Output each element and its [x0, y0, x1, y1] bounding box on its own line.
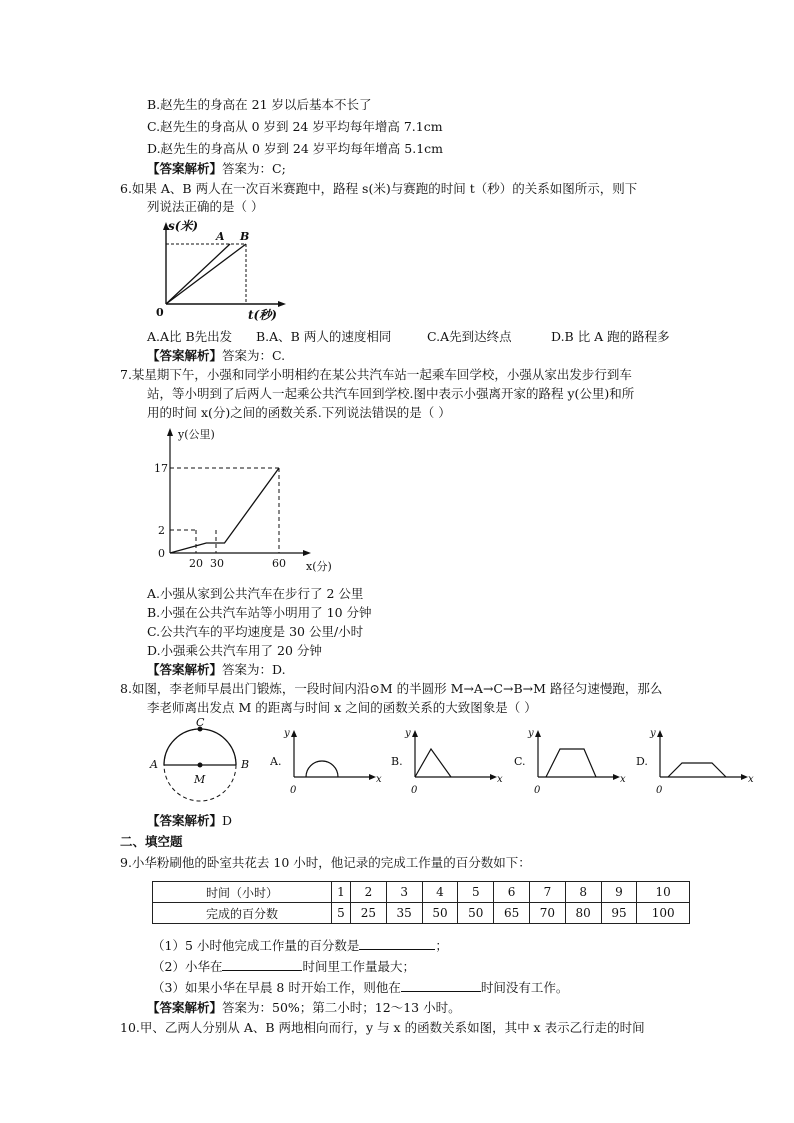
- answer-blank[interactable]: [222, 958, 302, 971]
- q7-option-c: C.公共汽车的平均速度是 30 公里/小时: [147, 624, 364, 639]
- x-arrow: [741, 774, 748, 780]
- table-cell: 10: [637, 882, 690, 903]
- table-cell: 50: [458, 903, 494, 924]
- answer-label: 【答案解析】: [147, 161, 223, 176]
- y-arrow: [535, 730, 541, 737]
- y-arrow: [657, 730, 663, 737]
- axis-x-label: x: [376, 774, 382, 785]
- table-cell: 100: [637, 903, 690, 924]
- answer-label: 【答案解析】: [147, 1000, 223, 1015]
- table-cell: 1: [332, 882, 351, 903]
- q9-sub3: [152, 979, 568, 997]
- table-cell: 5: [458, 882, 494, 903]
- answer-blank[interactable]: [401, 979, 481, 992]
- q8-circle-figure: [145, 714, 250, 810]
- q8-option-b-letter: B.: [391, 755, 403, 768]
- table-cell: 5: [332, 903, 351, 924]
- q6-line-a: [166, 244, 230, 304]
- axis-x-label: x: [620, 774, 626, 785]
- curve: [546, 749, 596, 777]
- answer-text: 答案为：C.: [222, 348, 286, 363]
- q6-x-label: t(秒): [248, 308, 277, 322]
- q9-sub2: [152, 958, 415, 976]
- q6-graph: [150, 218, 290, 326]
- q9-answer: [147, 999, 461, 1017]
- section-heading: 二、填空题: [120, 834, 183, 849]
- q6-origin: 0: [156, 306, 164, 319]
- q6-stem-line2: 列说法正确的是（ ）: [147, 199, 264, 214]
- table-header-percent: 完成的百分数: [153, 903, 332, 924]
- origin-label: 0: [411, 785, 418, 796]
- q9-sub1: [152, 937, 448, 955]
- answer-text: 答案为：D.: [222, 662, 286, 677]
- sub3-end: 时间没有工作。: [480, 980, 569, 995]
- q7-origin: 0: [158, 547, 165, 560]
- y-arrow: [412, 730, 418, 737]
- origin-label: 0: [290, 785, 297, 796]
- q8-option-c-letter: C.: [514, 755, 526, 768]
- table-cell: 7: [529, 882, 565, 903]
- q8-option-a-letter: A.: [270, 755, 282, 768]
- q6-label-a: A: [216, 230, 225, 243]
- q7-x-label: x(分): [306, 560, 332, 573]
- q7-y-arrow: [167, 428, 173, 436]
- q6-option-a: A.A比 B先出发: [147, 329, 233, 344]
- q7-ytick-2: 2: [158, 524, 165, 537]
- answer-label: 【答案解析】: [147, 348, 223, 363]
- q6-x-arrow: [278, 301, 286, 307]
- table-row: [153, 903, 690, 924]
- x-arrow: [369, 774, 376, 780]
- table-cell: 70: [529, 903, 565, 924]
- table-cell: 2: [351, 882, 387, 903]
- q7-y-label: y(公里): [178, 428, 215, 441]
- table-cell: 65: [494, 903, 530, 924]
- q10-stem: 10.甲、乙两人分别从 A、B 两地相向而行，y 与 x 的函数关系如图，其中 x 表示乙行走的时间: [120, 1020, 645, 1035]
- answer-text: 答案为：C;: [222, 161, 286, 176]
- table-cell: 95: [601, 903, 637, 924]
- table-cell: 80: [565, 903, 601, 924]
- q7-stem-line3: 用的时间 x(分)之间的函数关系.下列说法错误的是（ ）: [147, 405, 451, 420]
- q9-stem: 9.小华粉刷他的卧室共花去 10 小时，他记录的完成工作量的百分数如下：: [120, 855, 531, 870]
- q7-graph: [148, 424, 368, 576]
- x-arrow: [490, 774, 497, 780]
- q8-option-c-graph: [514, 727, 629, 797]
- q5-option-d: D.赵先生的身高从 0 岁到 24 岁平均每年增高 5.1cm: [147, 141, 444, 156]
- table-cell: 35: [386, 903, 422, 924]
- q7-function-line: [170, 468, 279, 553]
- q8-stem-line2: 李老师离出发点 M 的距离与时间 x 之间的函数关系的大致图象是（ ）: [147, 700, 537, 715]
- axis-x-label: x: [748, 774, 754, 785]
- curve: [668, 763, 726, 777]
- q7-option-d: D.小强乘公共汽车用了 20 分钟: [147, 643, 322, 658]
- q8-stem-line1: 8.如图，李老师早晨出门锻炼，一段时间内沿⊙M 的半圆形 M→A→C→B→M 路径匀速慢跑，那么: [120, 681, 663, 696]
- q6-stem-line1: 6.如果 A、B 两人在一次百米赛跑中，路程 s(米)与赛跑的时间 t（秒）的关系如图所示，则下: [120, 181, 638, 196]
- q7-answer: [147, 661, 286, 679]
- q6-label-b: B: [240, 230, 250, 243]
- sub2-end: 时间里工作量最大；: [302, 959, 415, 974]
- q6-y-label: s(米): [168, 219, 199, 233]
- table-cell: 9: [601, 882, 637, 903]
- table-header-hours: 时间（小时）: [153, 882, 332, 903]
- q7-option-b: B.小强在公共汽车站等小明用了 10 分钟: [147, 605, 372, 620]
- curve: [306, 761, 338, 777]
- q8-point-m: [198, 763, 203, 768]
- q6-option-c: C.A先到达终点: [427, 329, 512, 344]
- q5-option-b: B.赵先生的身高在 21 岁以后基本不长了: [147, 97, 372, 112]
- axis-x-label: x: [497, 774, 503, 785]
- x-arrow: [613, 774, 620, 780]
- q7-stem-line1: 7.某星期下午，小强和同学小明相约在某公共汽车站一起乘车回学校，小强从家出发步行到车: [120, 367, 632, 382]
- table-cell: 8: [565, 882, 601, 903]
- q8-answer: [147, 812, 232, 830]
- q6-line-b: [166, 244, 246, 304]
- table-row: [153, 882, 690, 903]
- q8-label-a: A: [150, 758, 158, 771]
- table-cell: 25: [351, 903, 387, 924]
- q7-option-a: A.小强从家到公共汽车在步行了 2 公里: [147, 586, 364, 601]
- q5-answer: [147, 160, 286, 178]
- q8-label-c: C: [196, 716, 205, 729]
- q8-option-d-letter: D.: [636, 755, 648, 768]
- q5-option-c: C.赵先生的身高从 0 岁到 24 岁平均每年增高 7.1cm: [147, 119, 443, 134]
- answer-text: 答案为：50%；第二小时；12～13 小时。: [222, 1000, 461, 1015]
- sub2-text: （2）小华在: [152, 959, 223, 974]
- q7-x-arrow: [303, 550, 311, 556]
- answer-label: 【答案解析】: [147, 662, 223, 677]
- origin-label: 0: [656, 785, 663, 796]
- axis-y-label: y: [528, 728, 534, 739]
- q7-xtick-60: 60: [272, 557, 286, 570]
- axis-y-label: y: [284, 728, 290, 739]
- axis-y-label: y: [405, 728, 411, 739]
- q6-option-b: B.A、B 两人的速度相同: [256, 329, 392, 344]
- y-arrow: [291, 730, 297, 737]
- q6-option-d: D.B 比 A 跑的路程多: [551, 329, 670, 344]
- table-cell: 4: [422, 882, 458, 903]
- q7-xtick-30: 30: [210, 557, 224, 570]
- q8-option-b-graph: [391, 727, 506, 797]
- q8-label-b: B: [241, 758, 250, 771]
- table-cell: 50: [422, 903, 458, 924]
- q7-stem-line2: 站，等小明到了后两人一起乘公共汽车回到学校.图中表示小强离开家的路程 y(公里)和所: [147, 386, 635, 401]
- answer-text: D: [222, 813, 233, 828]
- origin-label: 0: [534, 785, 541, 796]
- q8-semicircle: [164, 729, 236, 765]
- sub3-text: （3）如果小华在早晨 8 时开始工作，则他在: [152, 980, 401, 995]
- q8-option-a-graph: [270, 727, 385, 797]
- table-cell: 3: [386, 882, 422, 903]
- q8-label-m: M: [194, 773, 206, 786]
- q7-xtick-20: 20: [189, 557, 203, 570]
- q6-answer: [147, 347, 285, 365]
- sub1-end: ；: [435, 938, 448, 953]
- q9-table: [152, 881, 690, 924]
- q7-ytick-17: 17: [154, 462, 168, 475]
- axis-y-label: y: [650, 728, 656, 739]
- q8-option-d-graph: [636, 727, 758, 797]
- answer-label: 【答案解析】: [147, 813, 223, 828]
- sub1-text: （1）5 小时他完成工作量的百分数是: [152, 938, 360, 953]
- curve: [415, 749, 451, 777]
- answer-blank[interactable]: [359, 937, 435, 950]
- table-cell: 6: [494, 882, 530, 903]
